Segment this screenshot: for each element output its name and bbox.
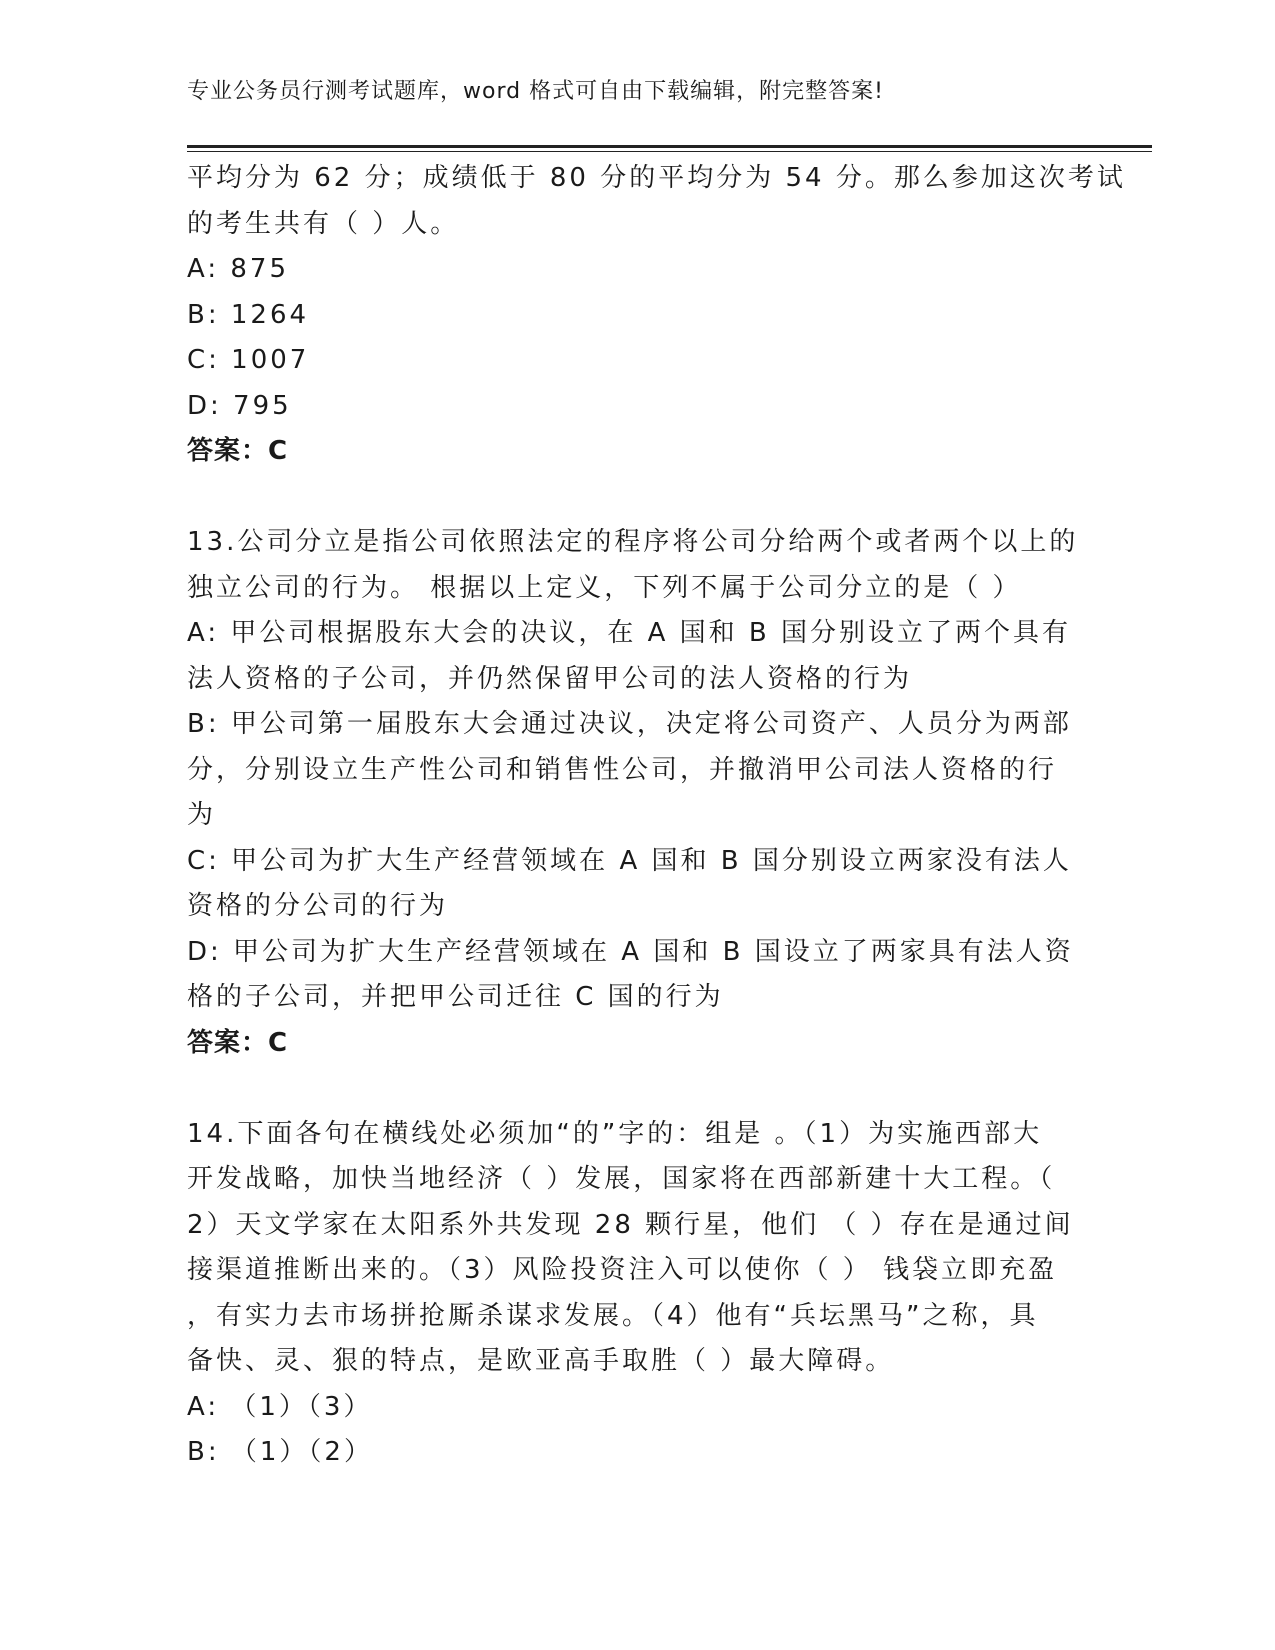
option-c-line: 资格的分公司的行为 [187, 891, 449, 921]
question-12 [187, 156, 1126, 475]
question-13 [187, 520, 1087, 1066]
option-b: B: （1）（2） [187, 1437, 373, 1467]
question-text-line: 备快、灵、狠的特点，是欧亚高手取胜（ ）最大障碍。 [187, 1346, 895, 1376]
option-c: C: 1007 [187, 345, 310, 375]
question-text-line: 2）天文学家在太阳系外共发现 28 颗行星，他们 （ ）存在是通过间 [187, 1209, 1074, 1240]
option-a-line: A: 甲公司根据股东大会的决议，在 A 国和 B 国分别设立了两个具有 [187, 618, 1072, 648]
answer-line: 答案：C [187, 436, 289, 466]
option-a: A: 875 [187, 254, 289, 284]
option-b-line: 为 [187, 800, 217, 830]
header-rule-thin [187, 151, 1152, 152]
document-body [187, 156, 1126, 1476]
question-text-line: 的考生共有（ ）人。 [187, 208, 460, 239]
question-text-line: 接渠道推断出来的。（3）风险投资注入可以使你（ ） 钱袋立即充盈 [187, 1255, 1058, 1285]
question-text-line: 平均分为 62 分；成绩低于 80 分的平均分为 54 分。那么参加这次考试 [187, 163, 1126, 193]
option-b-line: 分，分别设立生产性公司和销售性公司，并撤消甲公司法人资格的行 [187, 754, 1058, 785]
option-c-line: C: 甲公司为扩大生产经营领域在 A 国和 B 国分别设立两家没有法人 [187, 845, 1072, 876]
option-d-line: 格的子公司，并把甲公司迁往 C 国的行为 [187, 982, 724, 1012]
option-b-line: B: 甲公司第一届股东大会通过决议，决定将公司资产、人员分为两部 [187, 709, 1072, 739]
option-a-line: 法人资格的子公司，并仍然保留甲公司的法人资格的行为 [187, 663, 913, 694]
question-text-line: ，有实力去市场拼抢厮杀谋求发展。（4）他有“兵坛黑马”之称，具 [187, 1300, 1039, 1331]
option-d-line: D: 甲公司为扩大生产经营领域在 A 国和 B 国设立了两家具有法人资 [187, 936, 1074, 967]
option-a: A: （1）（3） [187, 1391, 373, 1422]
option-d: D: 795 [187, 390, 292, 421]
option-b: B: 1264 [187, 299, 310, 330]
header-rule-thick [187, 145, 1152, 148]
question-text-line: 13.公司分立是指公司依照法定的程序将公司分给两个或者两个以上的 [187, 527, 1079, 557]
spacer [187, 475, 1087, 521]
spacer [187, 1066, 1087, 1112]
question-text-line: 开发战略，加快当地经济（ ）发展，国家将在西部新建十大工程。（ [187, 1164, 1056, 1194]
question-text-line: 独立公司的行为。 根据以上定义，下列不属于公司分立的是（ ） [187, 572, 1022, 603]
page-header: 专业公务员行测考试题库，word 格式可自由下载编辑，附完整答案! [187, 79, 884, 104]
question-text-line: 14.下面各句在横线处必须加“的”字的：组是 。（1）为实施西部大 [187, 1118, 1043, 1149]
question-14 [187, 1112, 1087, 1476]
answer-line: 答案：C [187, 1027, 289, 1058]
